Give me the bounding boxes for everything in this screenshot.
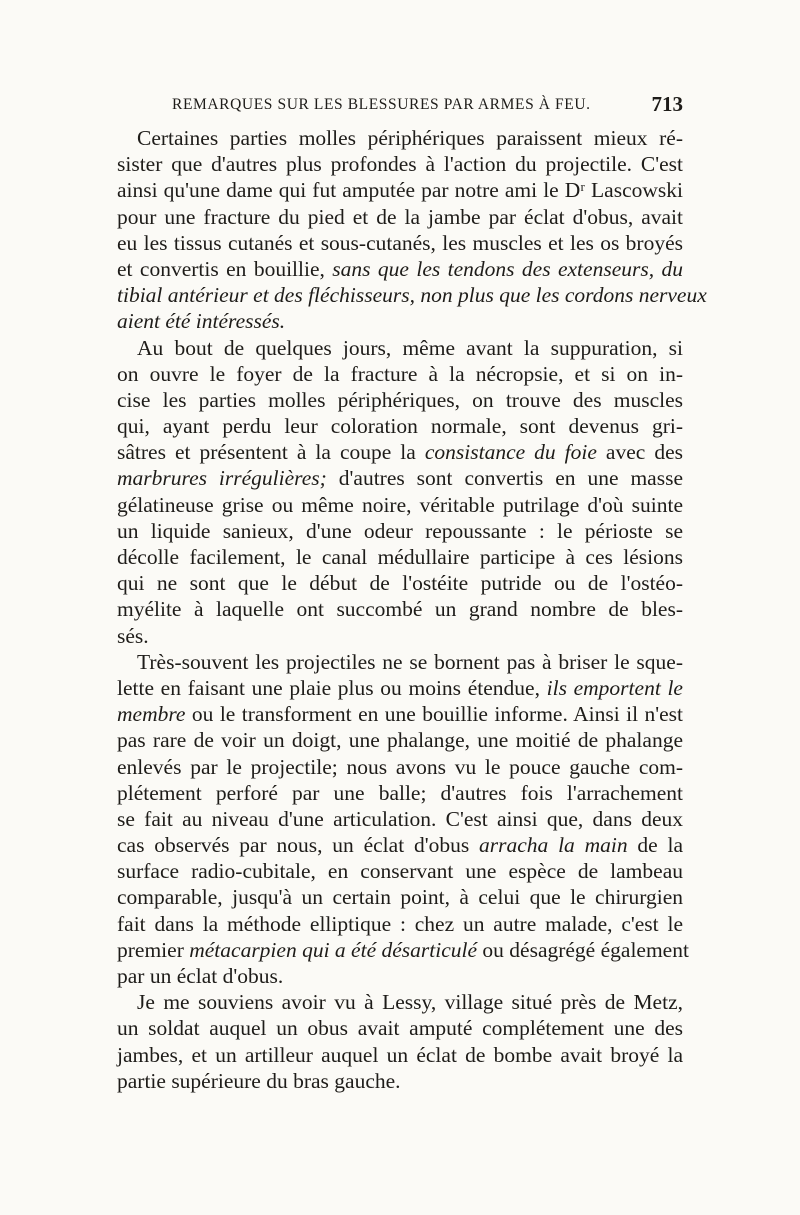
text-segment: comparable, jusqu'à un certain point, à celui que le chirurgien <box>117 885 683 910</box>
text-line <box>117 177 683 203</box>
text-line <box>117 1068 683 1094</box>
text-line <box>117 125 683 151</box>
italic-text: arracha la main <box>479 833 628 858</box>
text-line <box>117 570 683 596</box>
text-segment: Je me souviens avoir vu à Lessy, village situé près de Metz, <box>137 990 683 1015</box>
text-segment: premier <box>117 937 190 962</box>
text-segment: eu les tissus cutanés et sous-cutanés, les muscles et les os broyés <box>117 230 683 255</box>
text-line <box>117 701 683 727</box>
paragraph <box>117 125 707 335</box>
text-segment: ou le transforment en une bouillie informe. Ainsi il n'est <box>185 702 683 727</box>
italic-text: sans que les tendons des extenseurs, du <box>332 256 683 281</box>
text-segment: sés. <box>117 623 149 648</box>
text-line <box>117 832 683 858</box>
text-line <box>117 518 683 544</box>
text-segment: enlevés par le projectile; nous avons vu le pouce gauche com- <box>117 754 683 779</box>
text-segment: gélatineuse grise ou même noire, véritable putrilage d'où suinte <box>117 492 683 517</box>
text-line <box>117 963 683 989</box>
text-line <box>117 204 683 230</box>
text-segment: ainsi qu'une dame qui fut amputée par notre ami le Dʳ Lascowski <box>117 178 683 203</box>
text-line <box>117 727 683 753</box>
paragraph <box>117 335 683 649</box>
text-line <box>117 282 707 308</box>
text-segment: sister que d'autres plus profondes à l'action du projectile. C'est <box>117 152 683 177</box>
page-header <box>117 92 683 122</box>
text-segment: Très-souvent les projectiles ne se bornent pas à briser le sque- <box>137 649 683 674</box>
text-line <box>117 230 683 256</box>
paragraph <box>117 989 683 1094</box>
text-line <box>117 361 683 387</box>
text-line <box>117 256 683 282</box>
text-line <box>117 492 683 518</box>
text-line <box>117 596 683 622</box>
running-head: REMARQUES SUR LES BLESSURES PAR ARMES À FEU. <box>172 96 591 113</box>
paragraph <box>117 649 689 989</box>
text-segment: cas observés par nous, un éclat d'obus <box>117 833 479 858</box>
text-line <box>117 623 683 649</box>
text-segment: de la <box>627 833 683 858</box>
text-line <box>117 544 683 570</box>
text-segment: fait dans la méthode elliptique : chez un autre malade, c'est le <box>117 911 683 936</box>
text-segment: partie supérieure du bras gauche. <box>117 1068 401 1093</box>
text-segment: on ouvre le foyer de la fracture à la nécropsie, et si on in- <box>117 361 683 386</box>
text-segment: pas rare de voir un doigt, une phalange, une moitié de phalange <box>117 728 683 753</box>
text-segment: surface radio-cubitale, en conservant une espèce de lambeau <box>117 859 683 884</box>
text-segment: un liquide sanieux, d'une odeur repoussante : le périoste se <box>117 518 683 543</box>
text-line <box>117 335 683 361</box>
italic-text: tibial antérieur et des fléchisseurs, non plus que les cordons nerveux <box>117 283 707 308</box>
text-line <box>117 387 683 413</box>
text-segment: lette en faisant une plaie plus ou moins étendue, <box>117 675 547 700</box>
text-segment: pour une fracture du pied et de la jambe par éclat d'obus, avait <box>117 204 683 229</box>
text-segment: un soldat auquel un obus avait amputé complétement une des <box>117 1016 683 1041</box>
text-line <box>117 151 683 177</box>
text-segment: qui ne sont que le début de l'ostéite putride ou de l'ostéo- <box>117 571 683 596</box>
text-segment: myélite à laquelle ont succombé un grand nombre de bles- <box>117 597 683 622</box>
text-line <box>117 413 683 439</box>
italic-text: membre <box>117 702 186 727</box>
text-segment: Certaines parties molles périphériques paraissent mieux ré- <box>137 126 683 150</box>
text-line <box>117 308 683 334</box>
italic-text: consistance du foie <box>424 440 597 465</box>
text-line <box>117 937 689 963</box>
text-line <box>117 675 683 701</box>
text-segment: plétement perforé par une balle; d'autres fois l'arrachement <box>117 780 683 805</box>
text-segment: jambes, et un artilleur auquel un éclat de bombe avait broyé la <box>117 1042 683 1067</box>
text-segment: Au bout de quelques jours, même avant la suppuration, si <box>137 335 683 360</box>
text-segment: cise les parties molles périphériques, on trouve des muscles <box>117 387 683 412</box>
text-line <box>117 465 683 491</box>
text-line <box>117 858 683 884</box>
italic-text: aient été intéressés. <box>117 309 286 334</box>
page-number: 713 <box>651 92 683 116</box>
text-segment: par un éclat d'obus. <box>117 964 284 988</box>
italic-text: métacarpien qui a été désarticulé <box>189 937 478 962</box>
text-line <box>117 1042 683 1068</box>
text-segment: d'autres sont convertis en une masse <box>326 466 683 491</box>
body-text <box>117 125 707 1094</box>
text-segment: et convertis en bouillie, <box>117 256 333 281</box>
text-line <box>117 780 683 806</box>
text-segment: se fait au niveau d'une articulation. C'est ainsi que, dans deux <box>117 806 683 831</box>
italic-text: ils emportent le <box>546 675 683 700</box>
text-segment: ou désagrégé également <box>477 937 689 962</box>
text-line <box>117 806 683 832</box>
text-line <box>117 1015 683 1041</box>
text-line <box>117 884 683 910</box>
italic-text: marbrures irrégulières; <box>117 466 327 491</box>
text-line <box>117 649 683 675</box>
text-segment: sâtres et présentent à la coupe la <box>117 440 425 465</box>
text-segment: décolle facilement, le canal médullaire participe à ces lésions <box>117 545 683 569</box>
text-segment: qui, ayant perdu leur coloration normale, sont devenus gri- <box>117 414 683 439</box>
text-line <box>117 439 683 465</box>
text-line <box>117 989 683 1015</box>
text-line <box>117 911 683 937</box>
text-line <box>117 754 683 780</box>
text-segment: avec des <box>596 440 683 465</box>
